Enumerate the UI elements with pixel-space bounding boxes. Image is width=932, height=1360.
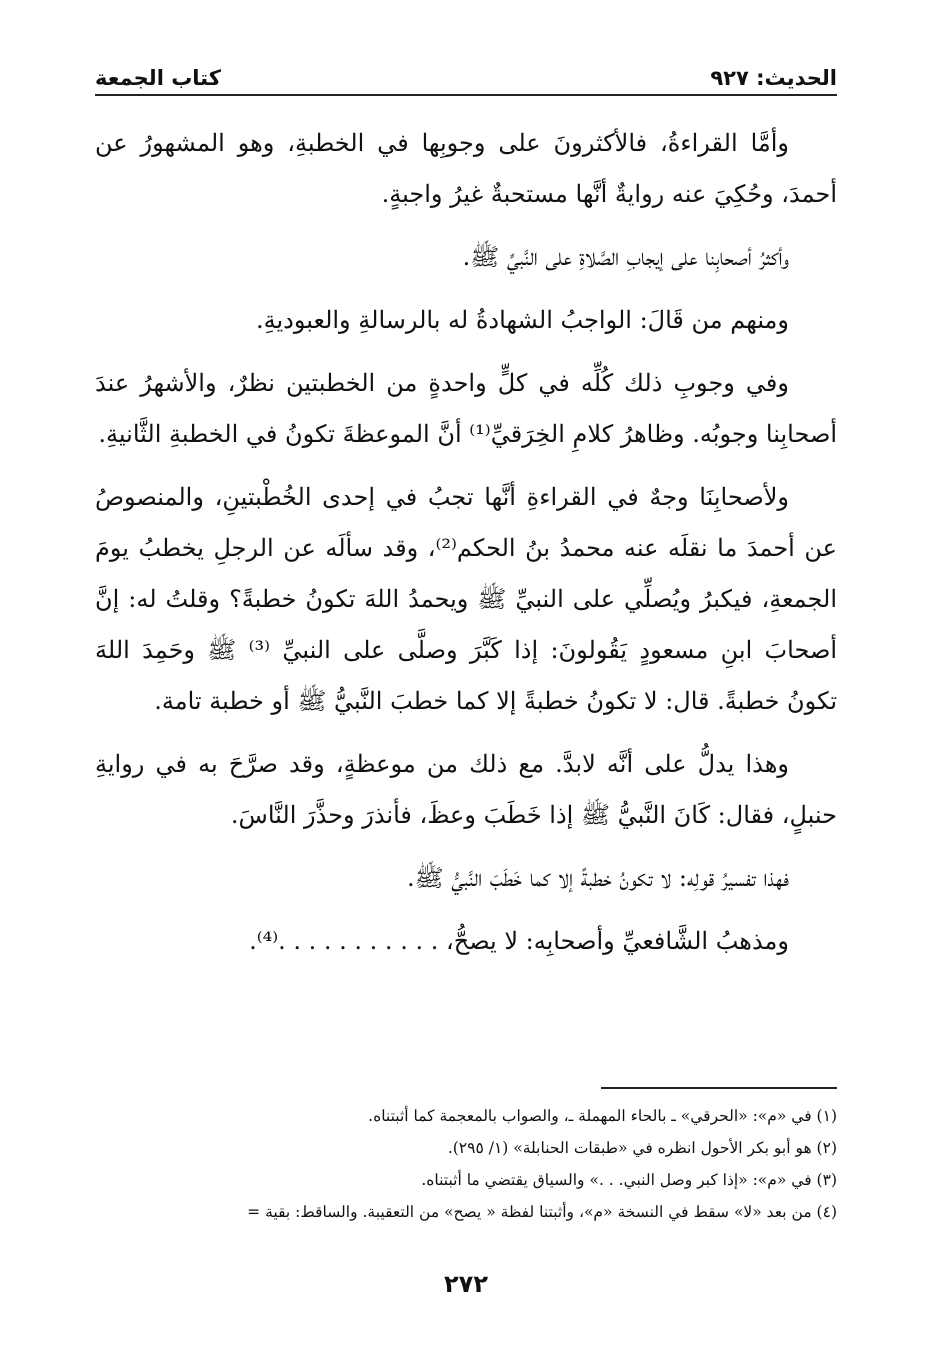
page-number: ٢٧٢ bbox=[444, 1270, 488, 1298]
paragraph: ولأصحابِنَا وجهٌ في القراءةِ أنَّها تجبُ في إحدى الخُطْبتينِ، والمنصوصُ عن أحمدَ ما نقلَه عنه محمدُ بنُ الحكم⁽²⁾، وقد سألَه عن الرجلِ يخطبُ يومَ الجمعةِ، فيكبرُ ويُصلِّي على النبيِّ ﷺ ويحمدُ اللهَ تكونُ خطبةً؟ وقلتُ له: إنَّ أصحابَ ابنِ مسعودٍ يَقُولونَ: إذا كَبَّرَ وصلَّى على النبيِّ ⁽³⁾ ﷺ وحَمِدَ اللهَ تكونُ خطبةً. قال: لا تكونُ خطبةً إلا كما خطبَ النَّبيُّ ﷺ أو خطبة تامة. bbox=[95, 483, 837, 715]
paragraph: وأكثرُ أصحابِنا على إيجابِ الصَّلاةِ على النَّبيِّ ﷺ. bbox=[462, 243, 789, 271]
hadith-number: الحديث: ٩٢٧ bbox=[710, 66, 837, 90]
footnote: (٢) هو أبو بكر الأحول انظره في «طبقات الحنابلة» (١/ ٢٩٥). bbox=[447, 1139, 837, 1157]
paragraph: وهذا يدلُّ على أنَّه لابدَّ. مع ذلك من موعظةٍ، وقد صرَّحَ به في روايةِ حنبلٍ، فقال: كَانَ النَّبيُّ ﷺ إذا خَطَبَ وعظَ، فأنذرَ وحذَّرَ النَّاسَ. bbox=[95, 750, 837, 829]
paragraph: ومذهبُ الشَّافعيِّ وأصحابِه: لا يصحُّ، . . . . . . . . . . .⁽⁴⁾. bbox=[249, 927, 789, 955]
main-text bbox=[95, 118, 837, 979]
footnote: (١) في «م»: «الحرقي» ـ بالحاء المهملة ـ، والصواب بالمعجمة كما أثبتناه. bbox=[368, 1107, 837, 1125]
paragraph: فهذا تفسيرُ قولِه: لا تكونُ خطبةً إلا كما خَطَبَ النَّبيُّ ﷺ. bbox=[406, 864, 789, 892]
paragraph: وأمَّا القراءةُ، فالأكثرونَ على وجوبِها في الخطبةِ، وهو المشهورُ عن أحمدَ، وحُكِيَ عنه روايةٌ أنَّها مستحبةٌ غيرُ واجبةٍ. bbox=[95, 129, 837, 208]
footnote-divider bbox=[601, 1087, 837, 1089]
footnotes bbox=[95, 1100, 837, 1228]
running-header bbox=[95, 56, 837, 96]
paragraph: وفي وجوبِ ذلك كُلِّه في كلٍّ واحدةٍ من الخطبتين نظرٌ، والأشهرُ عندَ أصحابِنا وجوبُه. وظاهرُ كلامِ الخِرَقيِّ⁽¹⁾ أنَّ الموعظةَ تكونُ في الخطبةِ الثَّانيةِ. bbox=[95, 369, 837, 448]
paragraph: ومنهم من قَالَ: الواجبُ الشهادةُ له بالرسالةِ والعبوديةِ. bbox=[255, 306, 789, 334]
chapter-title: كتاب الجمعة bbox=[95, 66, 221, 90]
footnote: (٤) من بعد «لا» سقط في النسخة «م»، وأثبتنا لفظة « يصح» من التعقيبة. والساقط: بقية = bbox=[247, 1203, 837, 1221]
footnote: (٣) في «م»: «إذا كبر وصل النبي. . .» والسياق يقتضي ما أثبتناه. bbox=[421, 1171, 837, 1189]
